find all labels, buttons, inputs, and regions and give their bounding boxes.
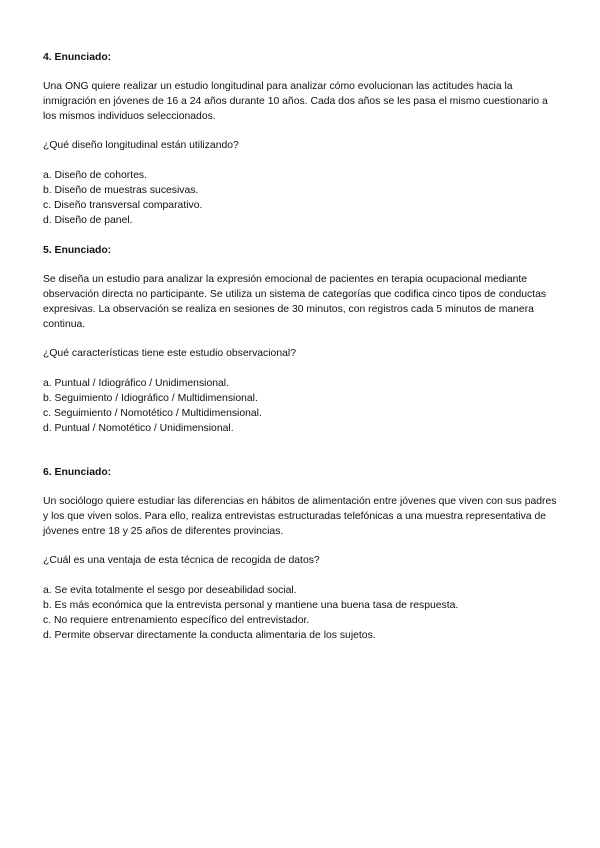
option-a: a. Puntual / Idiográfico / Unidimensional. [43,378,229,389]
option-a: a. Diseño de cohortes. [43,170,147,181]
option-b: b. Diseño de muestras sucesivas. [43,185,199,196]
option-c: c. Seguimiento / Nomotético / Multidimensional. [43,408,262,419]
document-page [43,50,563,643]
question-statement: Una ONG quiere realizar un estudio longitudinal para analizar cómo evolucionan las actitudes hacia la inmigración en jóvenes de 16 a 24 años durante 10 años. Cada dos años se les pasa el mismo cuestionario a los mismos individuos seleccionados. [43,81,548,122]
question-5 [43,243,563,436]
question-statement: Se diseña un estudio para analizar la expresión emocional de pacientes en terapia ocupacional mediante observación directa no participante. Se utiliza un sistema de categorías que codifica cinco tipos de conductas expresivas. La observación se realiza en sesiones de 30 minutos, con registros cada 5 minutos de manera continua. [43,274,547,330]
option-c: c. No requiere entrenamiento específico del entrevistador. [43,615,310,626]
option-d: d. Diseño de panel. [43,215,133,226]
options-list [43,376,563,436]
option-c: c. Diseño transversal comparativo. [43,200,203,211]
option-b: b. Seguimiento / Idiográfico / Multidimensional. [43,393,258,404]
question-prompt: ¿Cuál es una ventaja de esta técnica de recogida de datos? [43,555,320,566]
question-title: 5. Enunciado: [43,245,112,256]
question-prompt: ¿Qué características tiene este estudio observacional? [43,348,296,359]
question-6 [43,465,563,643]
option-d: d. Puntual / Nomotético / Unidimensional. [43,423,234,434]
question-title: 6. Enunciado: [43,467,112,478]
question-title: 4. Enunciado: [43,52,112,63]
option-d: d. Permite observar directamente la conducta alimentaria de los sujetos. [43,630,376,641]
options-list [43,583,563,643]
question-4 [43,50,563,228]
question-prompt: ¿Qué diseño longitudinal están utilizando? [43,140,239,151]
option-b: b. Es más económica que la entrevista personal y mantiene una buena tasa de respuesta. [43,600,459,611]
question-statement: Un sociólogo quiere estudiar las diferencias en hábitos de alimentación entre jóvenes que viven con sus padres y los que viven solos. Para ello, realiza entrevistas estructuradas telefónicas a una muestra representativa de jóvenes entre 18 y 25 años de diferentes provincias. [43,496,557,537]
option-a: a. Se evita totalmente el sesgo por deseabilidad social. [43,585,297,596]
options-list [43,168,563,228]
